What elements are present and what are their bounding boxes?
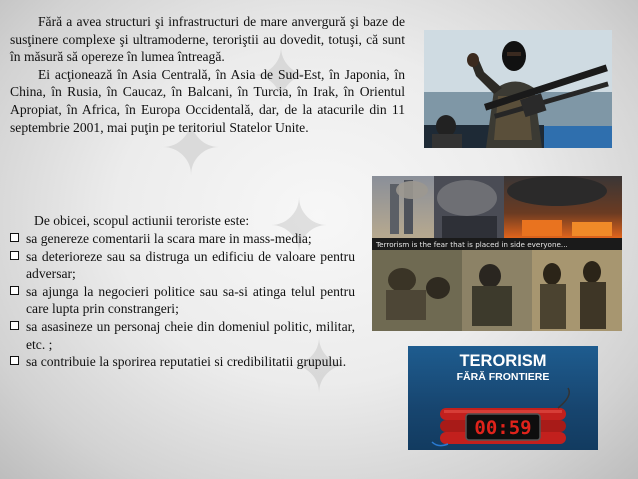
intro-line: De obicei, scopul actiunii teroriste este: [34, 213, 250, 228]
list-item: sa deterioreze sau sa distruga un edificiu de valoare pentru adversar; [10, 248, 355, 283]
paragraph-2: Ei acţionează în Asia Centrală, în Asia de Sud-Est, în Japonia, în China, în Rusia, în Caucaz, în Balcani, în Turcia, în Irak, în Orientul Apropiat, în Africa, în Europa Occidentală, dar, de la atacurile din 11 septembrie 2001, mai puţin pe teritoriul Statelor Unite. [10, 66, 405, 135]
main-text [10, 13, 405, 136]
poster-title: TERORISM [459, 352, 547, 370]
collage-illustration [372, 176, 622, 331]
checkbox-bullet-icon [10, 321, 19, 330]
paragraph-1: Fără a avea structuri şi infrastructuri de mare anvergură şi baze de susţinere complexe şi ultramoderne, teroriştii au dovedit, totuşi, că sunt în măsură să opereze în lumea întreagă. [10, 14, 405, 65]
terrorism-poster [408, 346, 598, 450]
eu-stars-background: ✦ ✦ ✦ ✦ [160, 34, 351, 410]
goals-list [10, 230, 355, 371]
poster-subtitle: FĂRĂ FRONTIERE [456, 371, 550, 383]
poster-illustration [408, 346, 598, 450]
checkbox-bullet-icon [10, 356, 19, 365]
gunman-photo [424, 30, 612, 148]
timer-display: 00:59 [474, 417, 532, 439]
list-item: sa asasineze un personaj cheie din domeniul politic, militar, etc. ; [10, 318, 355, 353]
list-item: sa genereze comentarii la scara mare in mass-media; [10, 230, 355, 248]
checkbox-bullet-icon [10, 233, 19, 242]
list-item: sa ajunga la negocieri politice sau sa-si atinga telul pentru care lupta prin constrangeri; [10, 283, 355, 318]
terrorism-collage [372, 176, 622, 331]
collage-caption: Terrorism is the fear that is placed in side everyone... [376, 240, 568, 249]
list-item: sa contribuie la sporirea reputatiei si credibilitatii grupului. [10, 353, 355, 371]
checkbox-bullet-icon [10, 286, 19, 295]
gunman-illustration [424, 30, 612, 148]
checkbox-bullet-icon [10, 251, 19, 260]
